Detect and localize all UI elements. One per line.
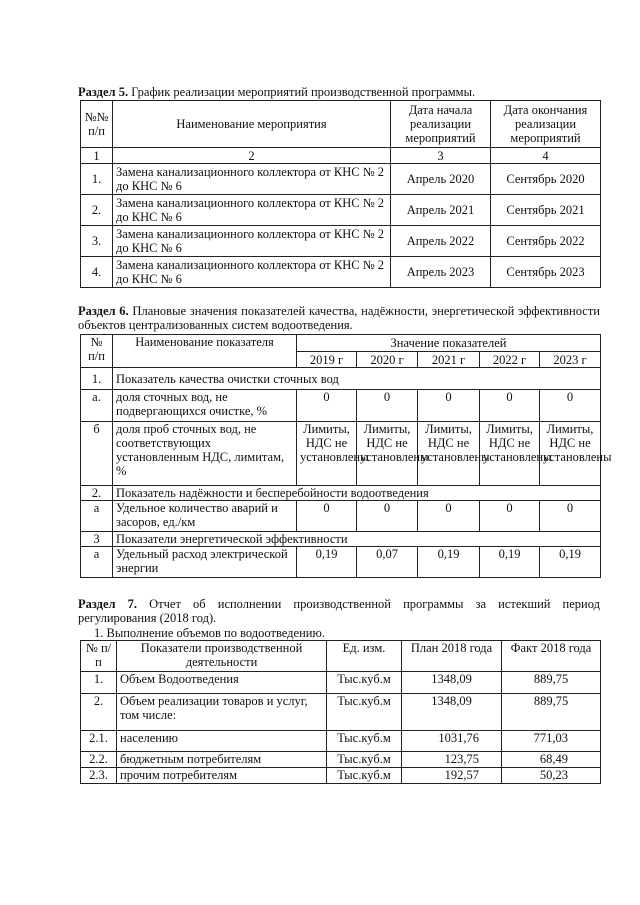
value-cell: 0 bbox=[297, 501, 357, 532]
col-header-num: №№ п/п bbox=[81, 101, 113, 148]
start-date: Апрель 2020 bbox=[391, 164, 491, 195]
unit-cell: Тыс.куб.м bbox=[327, 768, 402, 784]
section-7-label: Раздел 7. bbox=[78, 597, 138, 611]
unit-cell: Тыс.куб.м bbox=[327, 731, 402, 752]
col-number: 2 bbox=[113, 148, 391, 164]
indicator-name: прочим потребителям bbox=[117, 768, 327, 784]
fact-value: 889,75 bbox=[502, 694, 601, 731]
measure-name: Замена канализационного коллектора от КНС № 2 до КНС № 6 bbox=[113, 257, 391, 288]
group-label: Показатели энергетической эффективности bbox=[113, 532, 601, 547]
value-cell: 0 bbox=[418, 501, 480, 532]
value-cell: 0 bbox=[480, 390, 540, 422]
table-row bbox=[81, 547, 601, 578]
table-row bbox=[81, 257, 601, 288]
section-5-title bbox=[78, 85, 598, 99]
row-number: 1. bbox=[81, 368, 113, 390]
value-cell: 0,19 bbox=[297, 547, 357, 578]
value-cell: 0,19 bbox=[480, 547, 540, 578]
plan-value: 1031,76 bbox=[402, 731, 502, 752]
col-header-fact: Факт 2018 года bbox=[502, 641, 601, 672]
indicator-name: доля проб сточных вод, не соответствующих установленным НДС, лимитам, % bbox=[113, 422, 297, 486]
col-header-name: Наименование мероприятия bbox=[113, 101, 391, 148]
group-row bbox=[81, 368, 601, 390]
report-table bbox=[80, 640, 601, 784]
year-header: 2019 г bbox=[297, 352, 357, 368]
year-header: 2021 г bbox=[418, 352, 480, 368]
fact-value: 68,49 bbox=[502, 752, 601, 768]
table-row bbox=[81, 672, 601, 694]
plan-value: 123,75 bbox=[402, 752, 502, 768]
section-5-heading: График реализации мероприятий производственной программы. bbox=[128, 85, 476, 99]
fact-value: 889,75 bbox=[502, 672, 601, 694]
row-number: б bbox=[81, 422, 113, 486]
plan-value: 192,57 bbox=[402, 768, 502, 784]
table-row bbox=[81, 390, 601, 422]
indicator-name: Объем реализации товаров и услуг, том числе: bbox=[117, 694, 327, 731]
year-header: 2022 г bbox=[480, 352, 540, 368]
row-number: 2. bbox=[81, 694, 117, 731]
end-date: Сентябрь 2020 bbox=[491, 164, 601, 195]
value-cell: Лимиты, НДС не установлены bbox=[480, 422, 540, 486]
table-row bbox=[81, 768, 601, 784]
row-number: а bbox=[81, 547, 113, 578]
row-number: 1. bbox=[81, 164, 113, 195]
value-cell: Лимиты, НДС не установлены bbox=[357, 422, 418, 486]
table-row bbox=[81, 226, 601, 257]
col-number: 1 bbox=[81, 148, 113, 164]
indicator-name: населению bbox=[117, 731, 327, 752]
start-date: Апрель 2021 bbox=[391, 195, 491, 226]
indicator-name: Удельный расход электрической энергии bbox=[113, 547, 297, 578]
value-cell: 0 bbox=[540, 501, 601, 532]
row-number: 2. bbox=[81, 486, 113, 501]
row-number: 4. bbox=[81, 257, 113, 288]
end-date: Сентябрь 2021 bbox=[491, 195, 601, 226]
group-label: Показатель качества очистки сточных вод bbox=[113, 368, 601, 390]
row-number: а. bbox=[81, 390, 113, 422]
indicator-name: доля сточных вод, не подвергающихся очистке, % bbox=[113, 390, 297, 422]
value-cell: Лимиты, НДС не установлены bbox=[418, 422, 480, 486]
section-7-subtitle: 1. Выполнение объемов по водоотведению. bbox=[94, 626, 325, 640]
table-row bbox=[81, 422, 601, 486]
unit-cell: Тыс.куб.м bbox=[327, 694, 402, 731]
col-header-values: Значение показателей bbox=[297, 335, 601, 352]
col-number: 4 bbox=[491, 148, 601, 164]
row-number: 2.2. bbox=[81, 752, 117, 768]
value-cell: Лимиты, НДС не установлены bbox=[297, 422, 357, 486]
value-cell: Лимиты, НДС не установлены bbox=[540, 422, 601, 486]
col-header-num: № п/п bbox=[81, 641, 117, 672]
section-6-title bbox=[78, 304, 600, 332]
value-cell: 0 bbox=[418, 390, 480, 422]
value-cell: 0 bbox=[357, 390, 418, 422]
section-6-label: Раздел 6. bbox=[78, 304, 129, 318]
section-7-heading: Отчет об исполнении производственной программы за истекший период регулирования (2018 год). bbox=[78, 597, 600, 625]
row-number: 2. bbox=[81, 195, 113, 226]
row-number: 2.3. bbox=[81, 768, 117, 784]
row-number: 3 bbox=[81, 532, 113, 547]
table-row bbox=[81, 752, 601, 768]
measure-name: Замена канализационного коллектора от КНС № 2 до КНС № 6 bbox=[113, 164, 391, 195]
value-cell: 0 bbox=[540, 390, 601, 422]
measure-name: Замена канализационного коллектора от КНС № 2 до КНС № 6 bbox=[113, 226, 391, 257]
col-header-num: № п/п bbox=[81, 335, 113, 368]
end-date: Сентябрь 2022 bbox=[491, 226, 601, 257]
fact-value: 50,23 bbox=[502, 768, 601, 784]
end-date: Сентябрь 2023 bbox=[491, 257, 601, 288]
indicators-table bbox=[80, 334, 612, 578]
table-row bbox=[81, 501, 601, 532]
value-cell: 0 bbox=[357, 501, 418, 532]
indicator-name: Объем Водоотведения bbox=[117, 672, 327, 694]
start-date: Апрель 2023 bbox=[391, 257, 491, 288]
value-cell: 0,07 bbox=[357, 547, 418, 578]
section-6-heading: Плановые значения показателей качества, надёжности, энергетической эффективности объектов централизованных систем водоотведения. bbox=[78, 304, 600, 332]
value-cell: 0,19 bbox=[540, 547, 601, 578]
unit-cell: Тыс.куб.м bbox=[327, 752, 402, 768]
group-label: Показатель надёжности и бесперебойности водоотведения bbox=[113, 486, 601, 501]
measure-name: Замена канализационного коллектора от КНС № 2 до КНС № 6 bbox=[113, 195, 391, 226]
start-date: Апрель 2022 bbox=[391, 226, 491, 257]
col-header-name: Показатели производственной деятельности bbox=[117, 641, 327, 672]
plan-value: 1348,09 bbox=[402, 672, 502, 694]
value-cell: 0 bbox=[297, 390, 357, 422]
value-cell: 0,19 bbox=[418, 547, 480, 578]
plan-value: 1348,09 bbox=[402, 694, 502, 731]
table-row bbox=[81, 164, 601, 195]
row-number: 1. bbox=[81, 672, 117, 694]
table-row bbox=[81, 195, 601, 226]
row-number: а bbox=[81, 501, 113, 532]
value-cell: 0 bbox=[480, 501, 540, 532]
row-number: 2.1. bbox=[81, 731, 117, 752]
section-5-label: Раздел 5. bbox=[78, 85, 129, 99]
col-number: 3 bbox=[391, 148, 491, 164]
indicator-name: бюджетным потребителям bbox=[117, 752, 327, 768]
col-header-plan: План 2018 года bbox=[402, 641, 502, 672]
unit-cell: Тыс.куб.м bbox=[327, 672, 402, 694]
table-row bbox=[81, 694, 601, 731]
year-header: 2023 г bbox=[540, 352, 601, 368]
group-row bbox=[81, 486, 601, 501]
indicator-name: Удельное количество аварий и засоров, ед./км bbox=[113, 501, 297, 532]
section-7-title bbox=[78, 597, 600, 625]
col-header-start: Дата начала реализации мероприятий bbox=[391, 101, 491, 148]
row-number: 3. bbox=[81, 226, 113, 257]
fact-value: 771,03 bbox=[502, 731, 601, 752]
col-header-name: Наименование показателя bbox=[113, 335, 297, 368]
table-row bbox=[81, 731, 601, 752]
col-header-end: Дата окончания реализации мероприятий bbox=[491, 101, 601, 148]
schedule-table bbox=[80, 100, 601, 288]
col-header-unit: Ед. изм. bbox=[327, 641, 402, 672]
year-header: 2020 г bbox=[357, 352, 418, 368]
group-row bbox=[81, 532, 601, 547]
